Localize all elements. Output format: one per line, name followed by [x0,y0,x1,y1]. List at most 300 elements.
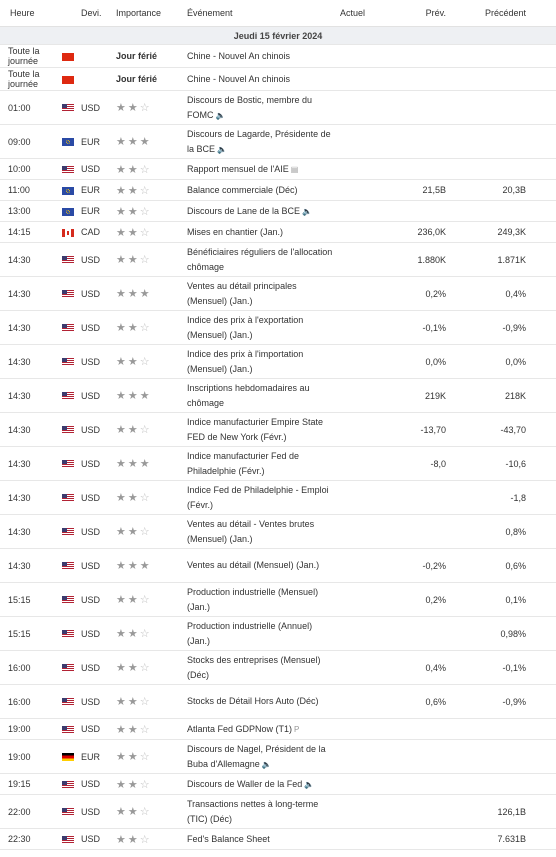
importance-cell [116,481,187,515]
flag-us-icon [62,664,74,672]
event-cell[interactable] [187,651,340,685]
table-row[interactable] [0,515,556,549]
star-empty-icon: ☆ [139,492,152,504]
event-cell[interactable] [187,481,340,515]
previous-cell [450,774,556,795]
event-link[interactable]: Discours de Bostic, membre du FOMC [187,94,313,120]
time-cell: 14:30 [0,379,62,413]
star-filled-icon: ★ [116,458,128,470]
time-cell: 13:00 [0,201,62,222]
previous-cell: -10,6 [450,447,556,481]
table-row[interactable] [0,201,556,222]
event-cell[interactable] [187,829,340,850]
star-empty-icon: ☆ [139,526,152,538]
currency-cell: USD [81,829,116,850]
currency-cell: USD [81,795,116,829]
star-filled-icon: ★ [139,560,152,572]
importance-stars [116,356,152,368]
event-link[interactable]: Fed's Balance Sheet [187,833,270,844]
forecast-cell [388,91,450,125]
table-row[interactable] [0,829,556,850]
event-cell[interactable] [187,515,340,549]
actual-cell [340,829,388,850]
event-link[interactable]: Discours de Waller de la Fed [187,778,303,789]
col-currency[interactable]: Devi. [81,0,116,27]
table-row[interactable] [0,91,556,125]
importance-cell [116,201,187,222]
forecast-cell [388,740,450,774]
event-cell[interactable] [187,345,340,379]
event-link[interactable]: Bénéficiaires réguliers de l'allocation chômage [187,246,333,272]
previous-cell: 0,0% [450,345,556,379]
flag-us-icon [62,166,74,174]
event-link[interactable]: Rapport mensuel de l'AIE [187,163,289,174]
star-filled-icon: ★ [127,751,140,763]
importance-cell [116,549,187,583]
table-row[interactable] [0,222,556,243]
star-filled-icon: ★ [127,492,140,504]
flag-us-icon [62,104,74,112]
importance-stars [116,424,152,436]
star-empty-icon: ☆ [139,205,152,218]
event-link[interactable]: Indice manufacturier Fed de Philadelphie (Févr.) [187,450,300,476]
star-empty-icon: ☆ [139,424,152,436]
star-filled-icon: ★ [116,492,128,504]
flag-us-icon [62,358,74,366]
table-row[interactable] [0,549,556,583]
previous-cell: 0,6% [450,549,556,583]
table-row[interactable] [0,447,556,481]
table-row[interactable] [0,685,556,719]
importance-cell [116,311,187,345]
actual-cell [340,549,388,583]
star-filled-icon: ★ [127,205,140,218]
star-filled-icon: ★ [116,288,128,300]
event-cell[interactable] [187,447,340,481]
event-cell[interactable] [187,617,340,651]
forecast-cell: 0,4% [388,651,450,685]
actual-cell [340,719,388,740]
event-link[interactable]: Mises en chantier (Jan.) [187,226,284,237]
event-link[interactable]: Production industrielle (Annuel) (Jan.) [187,620,313,646]
event-link[interactable]: Indice des prix à l'importation (Mensuel) (Jan.) [187,348,304,374]
event-cell[interactable] [187,774,340,795]
event-link[interactable]: Inscriptions hebdomadaires au chômage [187,382,310,408]
table-row[interactable] [0,413,556,447]
time-cell: 14:30 [0,481,62,515]
table-row[interactable] [0,719,556,740]
currency-cell: USD [81,774,116,795]
table-row[interactable] [0,125,556,159]
importance-cell [116,719,187,740]
time-cell: 09:00 [0,125,62,159]
previous-cell [450,159,556,180]
star-empty-icon: ☆ [139,163,152,176]
event-link[interactable]: Discours de Lane de la BCE [187,205,301,216]
star-empty-icon: ☆ [139,356,152,368]
event-cell[interactable] [187,583,340,617]
importance-cell [116,795,187,829]
star-empty-icon: ☆ [139,833,152,846]
event-cell[interactable] [187,413,340,447]
col-importance[interactable]: Importance [116,0,187,27]
star-filled-icon: ★ [116,136,128,148]
importance-stars [116,164,152,176]
currency-cell: USD [81,583,116,617]
flag-us-icon [62,494,74,502]
previous-cell: 126,1B [450,795,556,829]
currency-cell: USD [81,379,116,413]
actual-cell [340,243,388,277]
forecast-cell: 219K [388,379,450,413]
importance-stars [116,806,152,818]
importance-stars [116,227,152,239]
forecast-cell: 236,0K [388,222,450,243]
importance-cell [116,774,187,795]
speaker-icon: 🔈 [215,110,226,120]
star-filled-icon: ★ [116,424,128,436]
importance-cell [116,277,187,311]
importance-cell [116,222,187,243]
holiday-label: Jour férié [116,51,158,61]
event-link[interactable]: Chine - Nouvel An chinois [187,50,291,61]
currency-cell: EUR [81,180,116,201]
table-row[interactable] [0,345,556,379]
previous-cell: 0,4% [450,277,556,311]
importance-cell [116,379,187,413]
forecast-cell: -8,0 [388,447,450,481]
star-filled-icon: ★ [139,458,152,470]
previous-cell [450,719,556,740]
speaker-icon: 🔈 [217,144,227,154]
col-previous[interactable]: Précédent [450,0,556,27]
importance-cell [116,45,187,68]
actual-cell [340,125,388,159]
actual-cell [340,795,388,829]
time-cell: 01:00 [0,91,62,125]
star-empty-icon: ☆ [139,751,152,763]
importance-cell [116,125,187,159]
event-cell[interactable] [187,222,340,243]
flag-us-icon [62,460,74,468]
star-filled-icon: ★ [127,322,140,334]
star-filled-icon: ★ [139,288,152,300]
flag-cn-icon [62,53,74,61]
col-forecast[interactable]: Prév. [388,0,450,27]
actual-cell [340,345,388,379]
time-cell: Toute la journée [0,68,62,91]
star-filled-icon: ★ [127,226,140,239]
star-filled-icon: ★ [116,751,128,763]
event-link[interactable]: Balance commerciale (Déc) [187,184,298,195]
flag-us-icon [62,528,74,536]
event-link[interactable]: Ventes au détail principales (Mensuel) (Jan.) [187,280,297,306]
table-row[interactable] [0,583,556,617]
star-filled-icon: ★ [116,526,128,538]
star-filled-icon: ★ [127,806,140,818]
importance-stars [116,628,152,640]
currency-cell: CAD [81,222,116,243]
actual-cell [340,774,388,795]
star-filled-icon: ★ [116,390,128,402]
currency-cell: USD [81,515,116,549]
time-cell: Toute la journée [0,45,62,68]
event-link[interactable]: Discours de Lagarde, Présidente de la BCE [187,128,331,154]
star-filled-icon: ★ [127,356,140,368]
star-filled-icon: ★ [127,526,140,538]
previous-cell [450,68,556,91]
previous-cell [450,125,556,159]
event-cell[interactable] [187,243,340,277]
date-label: Jeudi 15 février 2024 [0,27,556,45]
currency-cell: USD [81,277,116,311]
star-empty-icon: ☆ [139,778,152,791]
actual-cell [340,447,388,481]
star-empty-icon: ☆ [139,594,152,606]
flag-de-icon [62,753,74,761]
previous-cell: -43,70 [450,413,556,447]
star-filled-icon: ★ [116,696,128,708]
importance-stars [116,662,152,674]
star-filled-icon: ★ [127,254,140,266]
importance-cell [116,515,187,549]
time-cell: 22:30 [0,829,62,850]
currency-cell: EUR [81,125,116,159]
time-cell: 15:15 [0,617,62,651]
event-link[interactable]: Production industrielle (Mensuel) (Jan.) [187,586,319,612]
actual-cell [340,159,388,180]
time-cell: 14:30 [0,311,62,345]
event-cell[interactable] [187,201,340,222]
forecast-cell [388,125,450,159]
table-row[interactable] [0,159,556,180]
event-cell[interactable] [187,68,340,91]
actual-cell [340,201,388,222]
flag-us-icon [62,836,74,844]
forecast-cell [388,617,450,651]
previous-cell: 249,3K [450,222,556,243]
flag-us-icon [62,426,74,434]
star-filled-icon: ★ [127,723,140,736]
flag-us-icon [62,562,74,570]
event-link[interactable]: Discours de Nagel, Président de la Buba d'Allemagne [187,743,326,769]
star-filled-icon: ★ [139,390,152,402]
table-row[interactable] [0,617,556,651]
currency-cell: USD [81,617,116,651]
importance-cell [116,180,187,201]
currency-cell: USD [81,243,116,277]
time-cell: 19:15 [0,774,62,795]
event-cell[interactable] [187,379,340,413]
importance-cell [116,91,187,125]
time-cell: 14:30 [0,447,62,481]
star-filled-icon: ★ [116,594,128,606]
table-row[interactable] [0,651,556,685]
star-empty-icon: ☆ [139,696,152,708]
currency-cell [81,68,116,91]
event-link[interactable]: Indice Fed de Philadelphie - Emploi (Févr.) [187,484,329,510]
actual-cell [340,685,388,719]
col-event[interactable]: Événement [187,0,340,27]
event-cell[interactable] [187,719,340,740]
star-filled-icon: ★ [116,662,128,674]
importance-stars [116,696,152,708]
col-actual[interactable]: Actuel [340,0,388,27]
event-cell[interactable] [187,549,340,583]
flag-eu-icon [62,138,74,146]
currency-cell: USD [81,447,116,481]
previous-cell: 0,8% [450,515,556,549]
table-row[interactable] [0,45,556,68]
currency-cell: USD [81,685,116,719]
star-filled-icon: ★ [127,136,140,148]
flag-us-icon [62,726,74,734]
star-filled-icon: ★ [127,662,140,674]
preliminary-icon: P [294,724,300,734]
star-filled-icon: ★ [127,288,140,300]
event-link[interactable]: Indice manufacturier Empire State FED de New York (Févr.) [187,416,324,442]
col-time[interactable]: Heure [0,0,62,27]
actual-cell [340,91,388,125]
time-cell: 22:00 [0,795,62,829]
previous-cell [450,45,556,68]
flag-us-icon [62,630,74,638]
event-cell[interactable] [187,685,340,719]
flag-us-icon [62,698,74,706]
importance-stars [116,206,152,218]
star-filled-icon: ★ [127,424,140,436]
event-link[interactable]: Ventes au détail (Mensuel) (Jan.) [187,560,320,570]
star-filled-icon: ★ [127,628,140,640]
table-row[interactable] [0,795,556,829]
actual-cell [340,740,388,774]
importance-stars [116,779,152,791]
table-row[interactable] [0,277,556,311]
importance-cell [116,685,187,719]
forecast-cell: 0,2% [388,277,450,311]
star-filled-icon: ★ [116,356,128,368]
star-filled-icon: ★ [127,184,140,197]
flag-us-icon [62,324,74,332]
star-filled-icon: ★ [127,778,140,791]
currency-cell: USD [81,311,116,345]
importance-stars [116,390,152,402]
importance-stars [116,834,152,846]
event-cell[interactable] [187,740,340,774]
importance-stars [116,185,152,197]
event-link[interactable]: Transactions nettes à long-terme (TIC) (Déc) [187,798,319,824]
time-cell: 19:00 [0,740,62,774]
table-row[interactable] [0,180,556,201]
star-filled-icon: ★ [116,833,128,846]
previous-cell [450,740,556,774]
importance-cell [116,68,187,91]
forecast-cell [388,515,450,549]
flag-cn-icon [62,76,74,84]
actual-cell [340,68,388,91]
importance-cell [116,829,187,850]
event-link[interactable]: Stocks de Détail Hors Auto (Déc) [187,696,319,706]
forecast-cell: 0,2% [388,583,450,617]
table-row[interactable] [0,774,556,795]
star-empty-icon: ☆ [139,102,152,114]
star-filled-icon: ★ [116,226,128,239]
star-filled-icon: ★ [127,696,140,708]
importance-stars [116,136,152,148]
actual-cell [340,583,388,617]
actual-cell [340,617,388,651]
event-link[interactable]: Atlanta Fed GDPNow (T1) [187,723,293,734]
time-cell: 14:30 [0,345,62,379]
star-empty-icon: ☆ [139,723,152,736]
star-filled-icon: ★ [116,778,128,791]
forecast-cell: -0,1% [388,311,450,345]
star-filled-icon: ★ [127,458,140,470]
table-row[interactable] [0,68,556,91]
star-filled-icon: ★ [116,806,128,818]
importance-stars [116,724,152,736]
event-cell[interactable] [187,180,340,201]
table-row[interactable] [0,243,556,277]
forecast-cell: 1.880K [388,243,450,277]
forecast-cell [388,159,450,180]
event-link[interactable]: Ventes au détail - Ventes brutes (Mensuel) (Jan.) [187,518,315,544]
table-row[interactable] [0,740,556,774]
time-cell: 10:00 [0,159,62,180]
event-link[interactable]: Indice des prix à l'exportation (Mensuel) (Jan.) [187,314,304,340]
table-row[interactable] [0,311,556,345]
star-filled-icon: ★ [139,136,152,148]
star-empty-icon: ☆ [139,226,152,239]
currency-cell: USD [81,651,116,685]
previous-cell: -1,8 [450,481,556,515]
table-row[interactable] [0,379,556,413]
actual-cell [340,515,388,549]
star-filled-icon: ★ [116,254,128,266]
event-cell[interactable] [187,311,340,345]
importance-cell [116,651,187,685]
event-cell[interactable] [187,125,340,159]
event-cell[interactable] [187,45,340,68]
star-empty-icon: ☆ [139,662,152,674]
actual-cell [340,413,388,447]
event-cell[interactable] [187,277,340,311]
importance-stars [116,288,152,300]
star-filled-icon: ★ [116,163,128,176]
table-row[interactable] [0,481,556,515]
forecast-cell: -13,70 [388,413,450,447]
currency-cell: USD [81,481,116,515]
importance-stars [116,526,152,538]
importance-cell [116,345,187,379]
currency-cell [81,45,116,68]
currency-cell: USD [81,549,116,583]
event-cell[interactable] [187,159,340,180]
time-cell: 14:30 [0,515,62,549]
star-empty-icon: ☆ [139,322,152,334]
event-cell[interactable] [187,795,340,829]
event-link[interactable]: Stocks des entreprises (Mensuel) (Déc) [187,654,321,680]
actual-cell [340,481,388,515]
importance-cell [116,583,187,617]
holiday-label: Jour férié [116,74,158,84]
star-empty-icon: ☆ [139,806,152,818]
importance-cell [116,617,187,651]
time-cell: 14:30 [0,243,62,277]
event-cell[interactable] [187,91,340,125]
star-filled-icon: ★ [116,102,128,114]
event-link[interactable]: Chine - Nouvel An chinois [187,73,291,84]
